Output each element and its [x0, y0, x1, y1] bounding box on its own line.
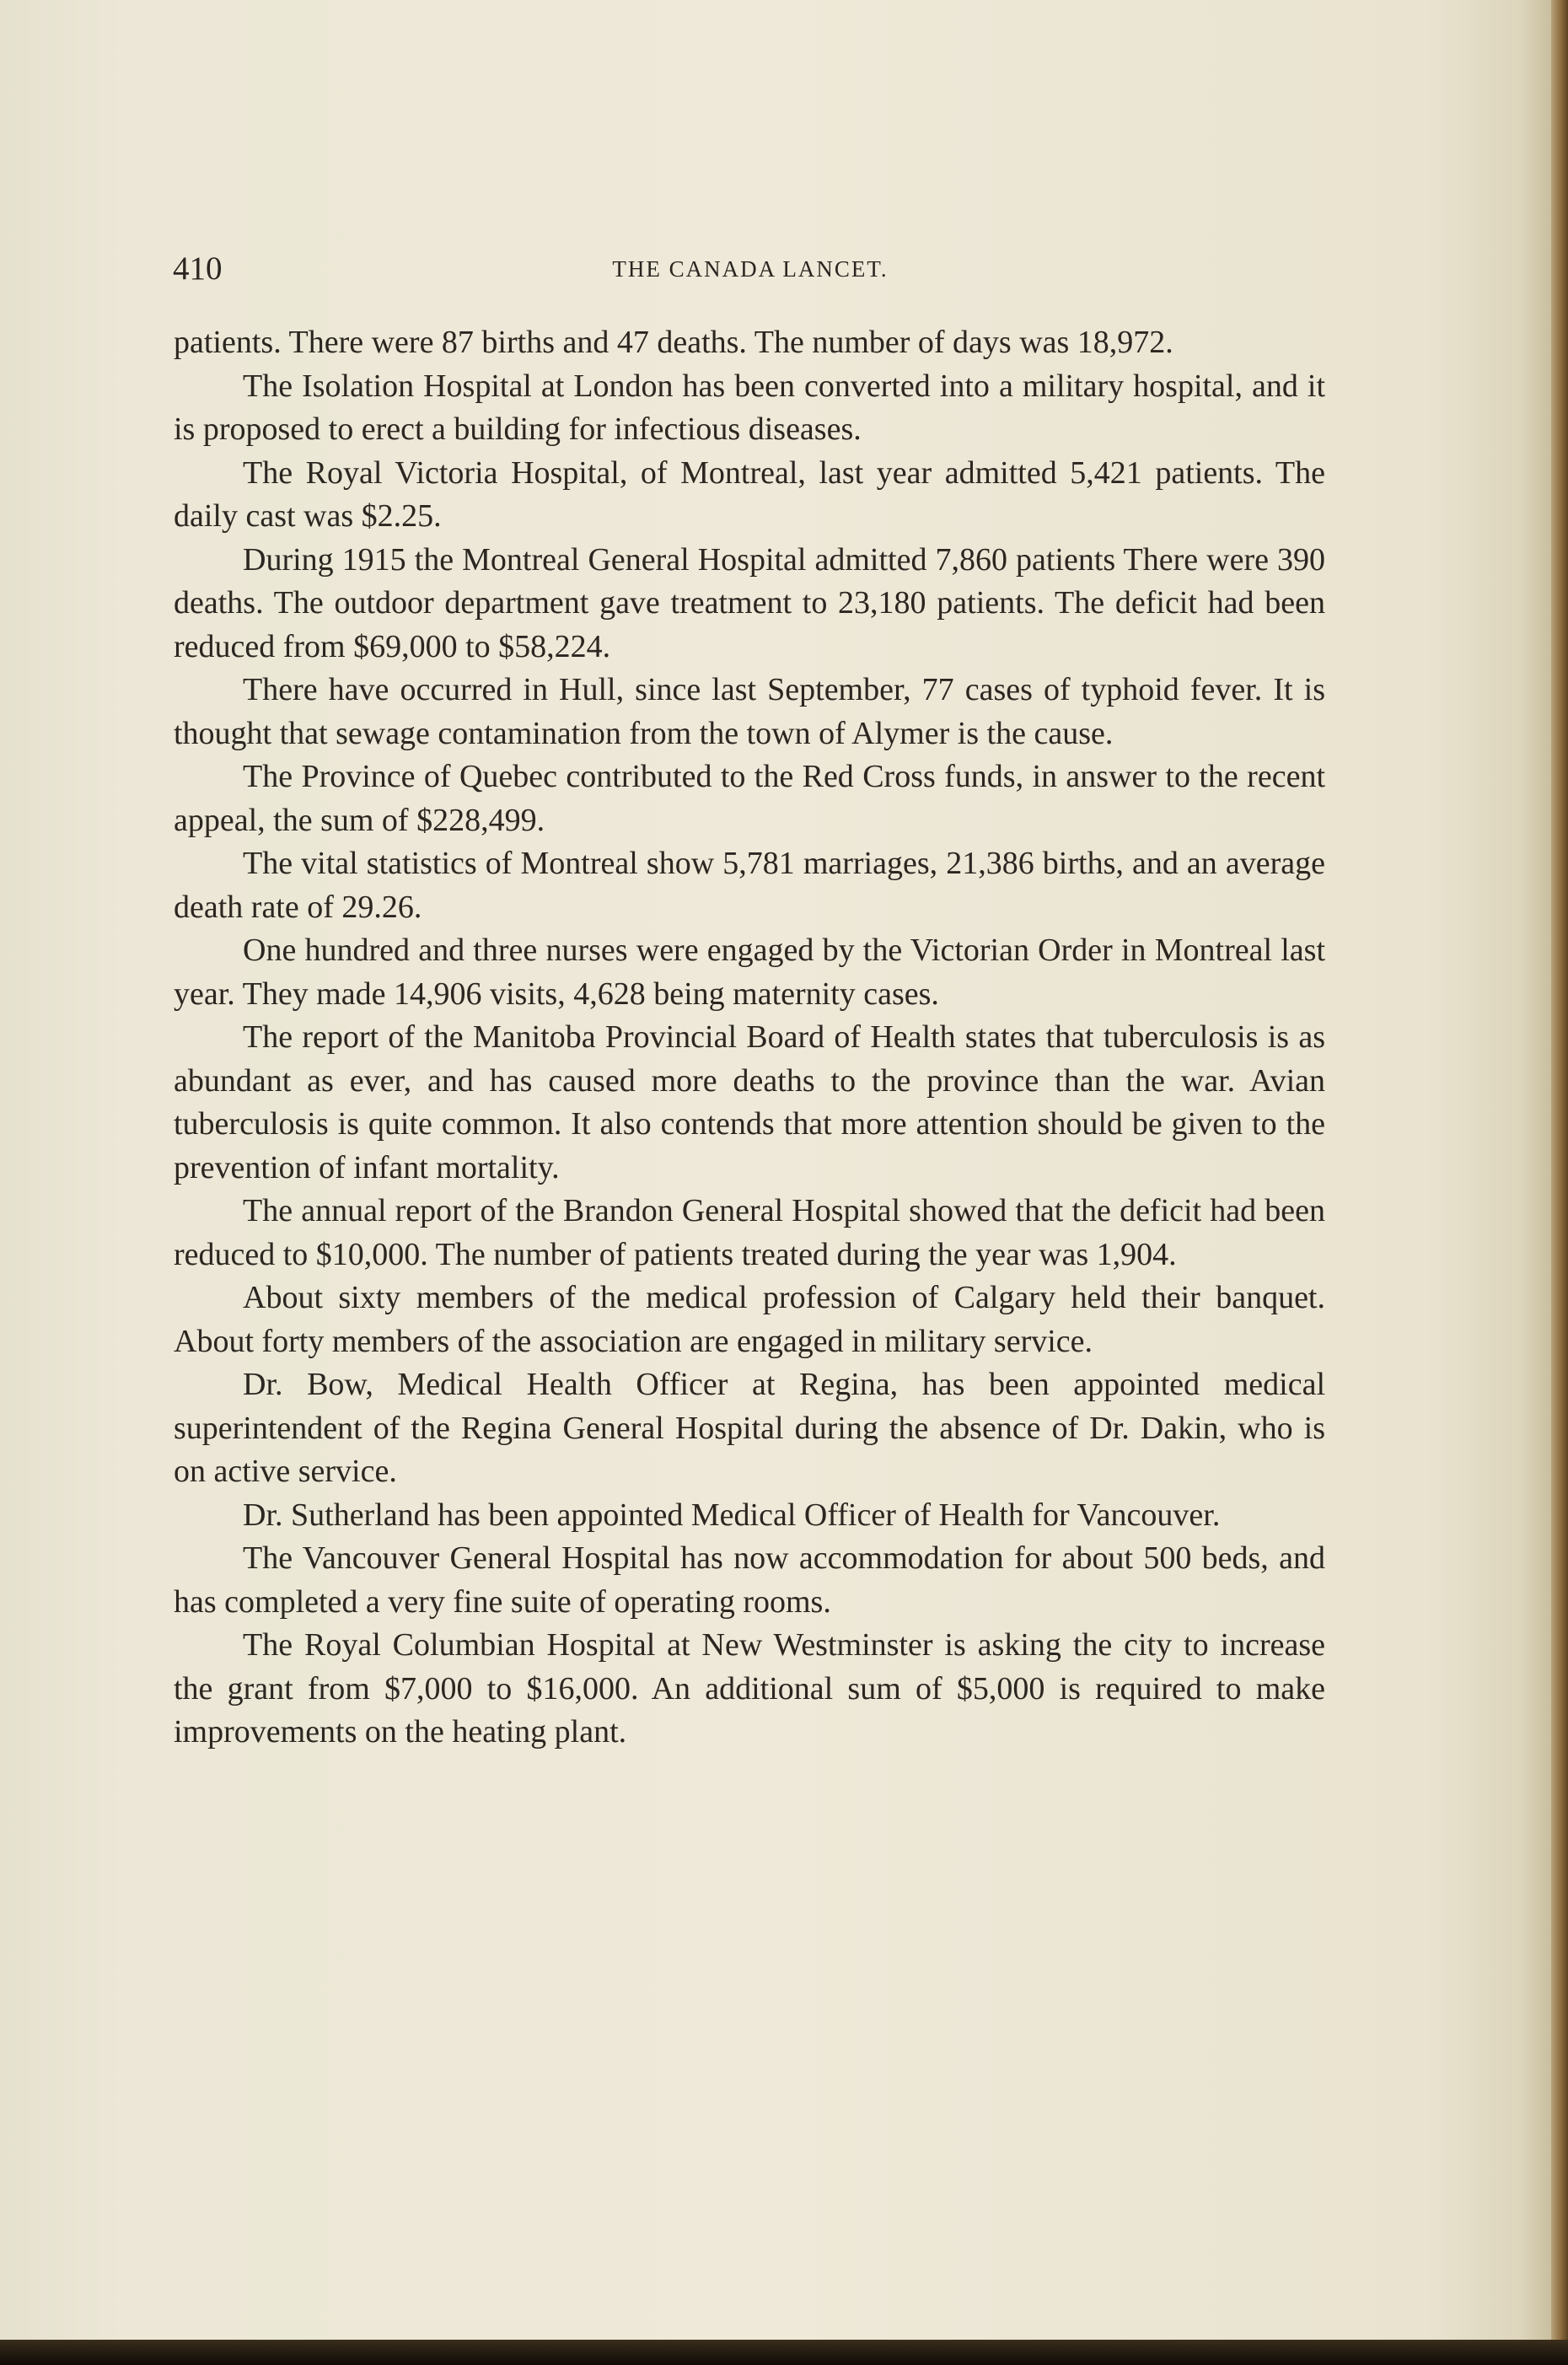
paragraph: The Royal Victoria Hospital, of Montreal, last year admitted 5,421 patients. The daily cast was $2.25. — [174, 454, 1325, 534]
page-edge-right — [1551, 0, 1568, 2365]
paragraph: Dr. Sutherland has been appointed Medical Officer of Health for Vancouver. — [243, 1497, 1221, 1533]
paragraph: The Isolation Hospital at London has been converted into a military hospital, and it is proposed to erect a building for infectious diseases. — [174, 368, 1325, 447]
running-title: THE CANADA LANCET. — [612, 256, 889, 282]
paragraph: patients. There were 87 births and 47 deaths. The number of days was 18,972. — [174, 325, 1173, 360]
paragraph: The Province of Quebec contributed to the Red Cross funds, in answer to the recent appeal, the sum of $228,499. — [174, 759, 1325, 838]
paragraph: The Royal Columbian Hospital at New Westminster is asking the city to increase the grant from $7,000 to $16,000. An additional sum of $5,000 is required to make improvements on the heating plant. — [174, 1627, 1325, 1750]
paragraph: One hundred and three nurses were engaged by the Victorian Order in Montreal last year. They made 14,906 visits, 4,628 being maternity cases. — [174, 933, 1325, 1012]
paragraph: About sixty members of the medical profession of Calgary held their banquet. About forty members of the association are engaged in military service. — [174, 1280, 1325, 1359]
paragraph: The vital statistics of Montreal show 5,781 marriages, 21,386 births, and an average death rate of 29.26. — [174, 846, 1325, 925]
page-header — [173, 250, 1328, 292]
page-edge-bottom — [0, 2340, 1568, 2365]
page-number: 410 — [173, 250, 223, 287]
article-body — [174, 321, 1325, 1755]
paragraph: During 1915 the Montreal General Hospital admitted 7,860 patients There were 390 deaths. The outdoor department gave treatment to 23,180 patients. The deficit had been reduced from $69,000 to $58,224. — [174, 541, 1325, 664]
paragraph: Dr. Bow, Medical Health Officer at Regina, has been appointed medical superintendent of the Regina General Hospital during the absence of Dr. Dakin, who is on active service. — [174, 1367, 1325, 1489]
paragraph: The report of the Manitoba Provincial Board of Health states that tuberculosis is as abundant as ever, and has caused more deaths to the province than the war. Avian tuberculosis is quite common. It also contends that more attention should be given to the prevention of infant mortality. — [174, 1019, 1325, 1185]
paragraph: The Vancouver General Hospital has now accommodation for about 500 beds, and has completed a very fine suite of operating rooms. — [174, 1540, 1325, 1620]
paragraph: The annual report of the Brandon General Hospital showed that the deficit had been reduced to $10,000. The number of patients treated during the year was 1,904. — [174, 1193, 1325, 1272]
paragraph: There have occurred in Hull, since last September, 77 cases of typhoid fever. It is thought that sewage contamination from the town of Alymer is the cause. — [174, 672, 1325, 751]
